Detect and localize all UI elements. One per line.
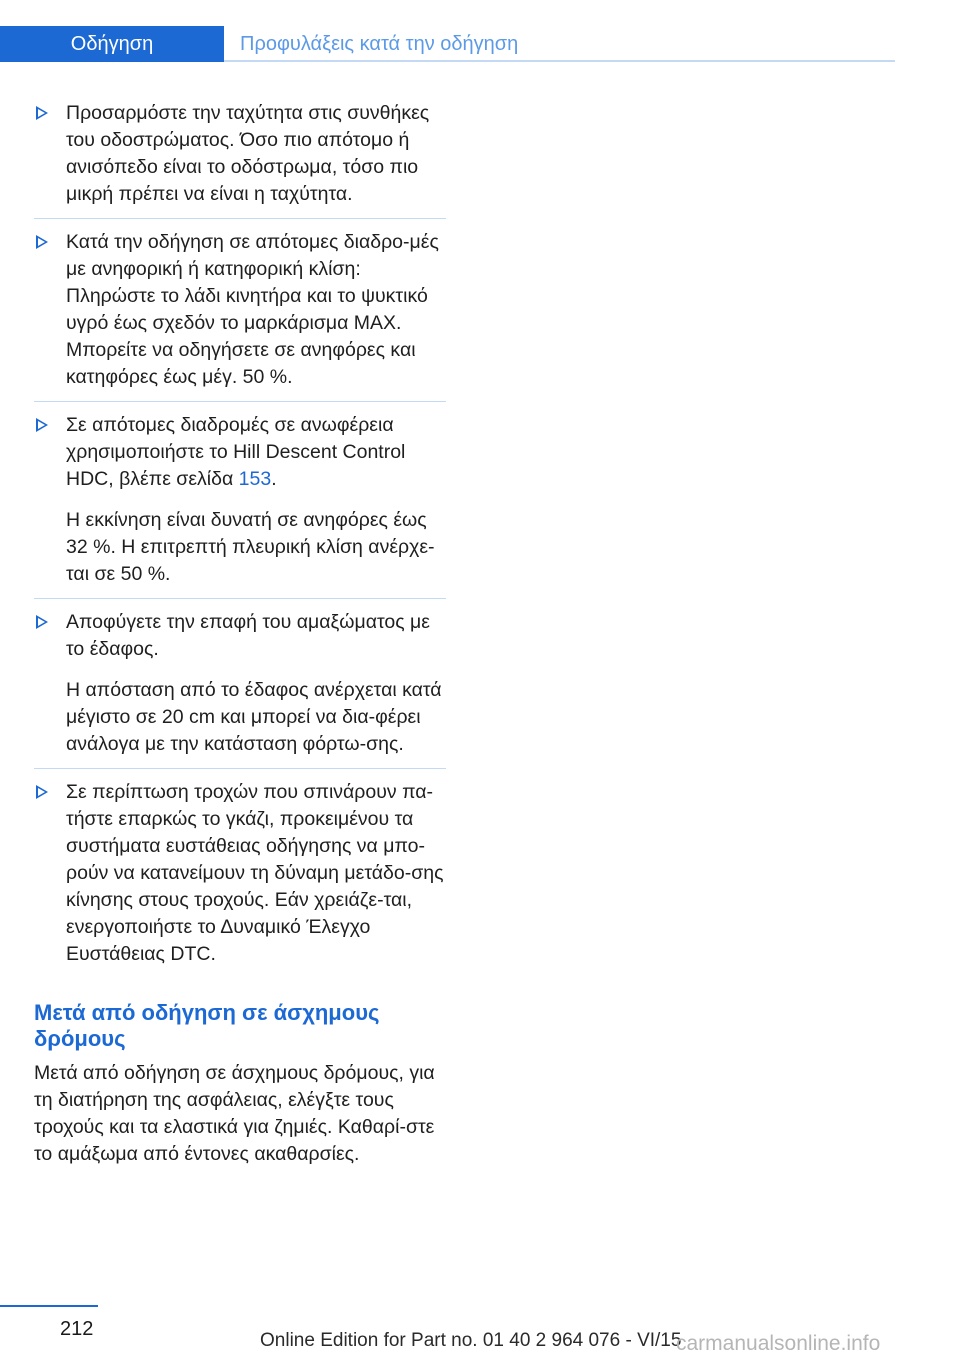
bullet-item-hdc — [34, 412, 446, 588]
triangle-bullet-icon — [36, 615, 48, 629]
bullet-divider — [34, 401, 446, 402]
bullet-item-spinning-wheels — [34, 779, 446, 968]
bullet-text: Κατά την οδήγηση σε απότομες διαδρο-μές με ανηφορική ή κατηφορική κλίση: Πληρώστε το λάδι κινητήρα και το ψυκτικό υγρό έως σχεδόν το μαρκάρισμα MAX. Μπορείτε να οδηγήσετε σε ανηφόρες και κατηφόρες έως μέγ. 50 %. — [66, 231, 439, 388]
edition-note: Online Edition for Part no. 01 40 2 964 076 - VI/15 — [260, 1330, 682, 1351]
bullet-text: Σε περίπτωση τροχών που σπινάρουν πα-τήστε επαρκώς το γκάζι, προκειμένου τα συστήματα ευστάθειας οδήγησης να μπο-ρούν να κατανείμουν τη δύναμη μετάδο-σης κίνησης στους τροχούς. Εάν χρειάζε-ται, ενεργοποιήστε το Δυναμικό Έλεγχο Ευστάθειας DTC. — [66, 781, 444, 965]
bullet-text: Προσαρμόστε την ταχύτητα στις συνθήκες του οδοστρώματος. Όσο πιο απότομο ή ανισόπεδο είναι το οδόστρωμα, τόσο πιο μικρή πρέπει να είναι η ταχύτητα. — [66, 102, 430, 205]
triangle-bullet-icon — [36, 106, 48, 120]
bullet-subtext: Η απόσταση από το έδαφος ανέρχεται κατά μέγιστο σε 20 cm και μπορεί να δια-φέρει ανάλογα με την κατάσταση φόρτω-σης. — [66, 679, 442, 755]
hdc-text-end: . — [271, 468, 277, 490]
bullet-item-speed — [34, 100, 446, 208]
triangle-bullet-icon — [36, 785, 48, 799]
hdc-text: Σε απότομες διαδρομές σε ανωφέρεια χρησιμοποιήστε το Hill Descent Control HDC, βλέπε σελίδα — [66, 414, 406, 490]
footer-rule — [0, 1305, 98, 1307]
page-reference-link[interactable]: 153 — [238, 468, 272, 490]
triangle-bullet-icon — [36, 418, 48, 432]
page-header — [0, 0, 895, 62]
chapter-tab-label: Οδήγηση — [70, 32, 154, 55]
main-content — [34, 100, 446, 1168]
section-body: Μετά από οδήγηση σε άσχημους δρόμους, για τη διατήρηση της ασφάλειας, ελέγξτε τους τροχούς και τα ελαστικά για ζημιές. Καθαρί-στε το αμάξωμα από έντονες ακαθαρσίες. — [34, 1062, 435, 1165]
chapter-tab[interactable] — [0, 26, 224, 62]
bullet-subtext: Η εκκίνηση είναι δυνατή σε ανηφόρες έως 32 %. Η επιτρεπτή πλευρική κλίση ανέρχε-ται σε 50 %. — [66, 509, 435, 585]
bullet-divider — [34, 218, 446, 219]
watermark: carmanualsonline.info — [676, 1332, 881, 1355]
section-heading: Μετά από οδήγηση σε άσχημους δρόμους — [34, 1000, 380, 1051]
bullet-divider — [34, 598, 446, 599]
bullet-divider — [34, 768, 446, 769]
bullet-item-steep-routes — [34, 229, 446, 391]
bullet-text: Αποφύγετε την επαφή του αμαξώματος με το έδαφος. — [66, 611, 430, 660]
header-divider — [224, 60, 895, 62]
bullet-item-ground-contact — [34, 609, 446, 758]
section-tab-label: Προφυλάξεις κατά την οδήγηση — [240, 32, 519, 55]
triangle-bullet-icon — [36, 235, 48, 249]
page-number: 212 — [60, 1318, 94, 1340]
bullet-text — [66, 412, 446, 493]
section-tab[interactable] — [240, 26, 518, 62]
